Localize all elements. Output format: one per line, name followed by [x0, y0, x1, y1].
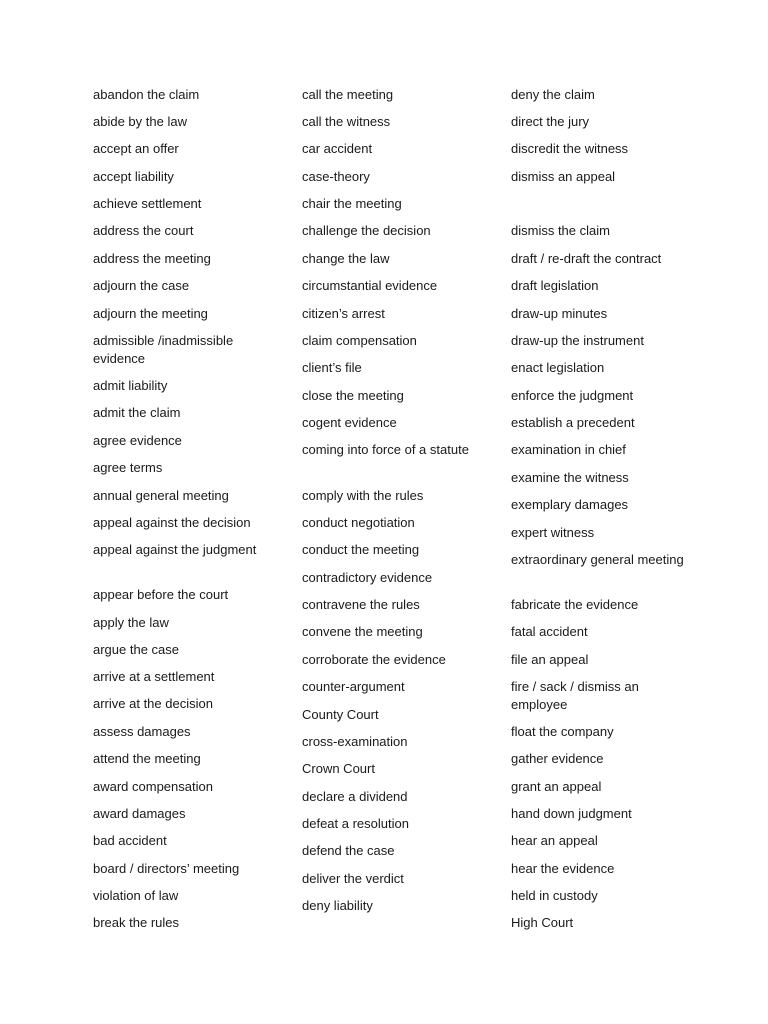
term-item: call the meeting	[302, 87, 394, 102]
term-item: appeal against the decision	[93, 515, 251, 530]
term-item: apply the law	[93, 615, 169, 630]
term-item: arrive at a settlement	[93, 669, 215, 684]
term-item: fire / sack / dismiss an employee	[511, 679, 639, 712]
term-item: convene the meeting	[302, 624, 423, 639]
term-item: defend the case	[302, 843, 395, 858]
term-item: deliver the verdict	[302, 871, 404, 886]
term-item: violation of law	[93, 888, 179, 903]
term-item: draw-up minutes	[511, 306, 608, 321]
term-item: establish a precedent	[511, 415, 635, 430]
term-item: conduct the meeting	[302, 542, 420, 557]
term-item: bad accident	[93, 833, 167, 848]
term-item: achieve settlement	[93, 196, 202, 211]
term-item: fabricate the evidence	[511, 597, 639, 612]
term-item: draw-up the instrument	[511, 333, 644, 348]
term-item: expert witness	[511, 525, 595, 540]
term-item: draft legislation	[511, 278, 599, 293]
term-item: examine the witness	[511, 470, 629, 485]
term-item: annual general meeting	[93, 488, 229, 503]
term-item: hear an appeal	[511, 833, 598, 848]
term-item: direct the jury	[511, 114, 590, 129]
term-item: change the law	[302, 251, 390, 266]
term-item: extraordinary general meeting	[511, 552, 684, 567]
term-item: attend the meeting	[93, 751, 201, 766]
term-item: adjourn the meeting	[93, 306, 208, 321]
term-item: address the meeting	[93, 251, 211, 266]
term-item: appeal against the judgment	[93, 542, 257, 557]
term-item: claim compensation	[302, 333, 417, 348]
term-item: cross-examination	[302, 734, 408, 749]
term-item: grant an appeal	[511, 779, 602, 794]
term-item: client’s file	[302, 360, 362, 375]
term-item: car accident	[302, 141, 373, 156]
term-item: award compensation	[93, 779, 213, 794]
term-item: abide by the law	[93, 114, 187, 129]
term-item: assess damages	[93, 724, 191, 739]
term-item: hear the evidence	[511, 861, 615, 876]
term-item: argue the case	[93, 642, 180, 657]
term-item: examination in chief	[511, 442, 626, 457]
term-item: citizen’s arrest	[302, 306, 385, 321]
term-item: County Court	[302, 707, 379, 722]
term-item: discredit the witness	[511, 141, 629, 156]
term-item: adjourn the case	[93, 278, 190, 293]
term-item: admissible /inadmissible evidence	[93, 333, 234, 366]
term-item: fatal accident	[511, 624, 588, 639]
term-item: coming into force of a statute	[302, 442, 469, 457]
term-item: accept liability	[93, 169, 174, 184]
term-item: break the rules	[93, 915, 179, 930]
term-item: enforce the judgment	[511, 388, 634, 403]
term-item: cogent evidence	[302, 415, 397, 430]
term-item: conduct negotiation	[302, 515, 415, 530]
term-item: address the court	[93, 223, 194, 238]
term-item: counter-argument	[302, 679, 405, 694]
term-item: comply with the rules	[302, 488, 424, 503]
term-item: file an appeal	[511, 652, 589, 667]
term-item: hand down judgment	[511, 806, 632, 821]
term-item: agree evidence	[93, 433, 182, 448]
term-item: dismiss an appeal	[511, 169, 616, 184]
term-item: arrive at the decision	[93, 696, 213, 711]
term-item: call the witness	[302, 114, 391, 129]
term-item: deny the claim	[511, 87, 595, 102]
term-item: admit liability	[93, 378, 168, 393]
term-item: contravene the rules	[302, 597, 420, 612]
term-item: defeat a resolution	[302, 816, 409, 831]
term-item: case-theory	[302, 169, 370, 184]
term-item: admit the claim	[93, 405, 181, 420]
term-item: accept an offer	[93, 141, 179, 156]
term-item: enact legislation	[511, 360, 605, 375]
term-item: dismiss the claim	[511, 223, 610, 238]
term-item: challenge the decision	[302, 223, 431, 238]
term-item: board / directors’ meeting	[93, 861, 240, 876]
term-item: close the meeting	[302, 388, 404, 403]
term-item: exemplary damages	[511, 497, 629, 512]
term-item: corroborate the evidence	[302, 652, 446, 667]
term-item: circumstantial evidence	[302, 278, 438, 293]
term-item: declare a dividend	[302, 789, 408, 804]
term-item: abandon the claim	[93, 87, 200, 102]
term-item: deny liability	[302, 898, 373, 913]
term-item: agree terms	[93, 460, 163, 475]
term-item: float the company	[511, 724, 614, 739]
term-item: draft / re-draft the contract	[511, 251, 662, 266]
term-item: gather evidence	[511, 751, 604, 766]
term-item: award damages	[93, 806, 186, 821]
term-item: chair the meeting	[302, 196, 402, 211]
term-item: contradictory evidence	[302, 570, 433, 585]
term-item: High Court	[511, 915, 574, 930]
term-item: held in custody	[511, 888, 598, 903]
term-item: Crown Court	[302, 761, 375, 776]
term-item: appear before the court	[93, 587, 229, 602]
